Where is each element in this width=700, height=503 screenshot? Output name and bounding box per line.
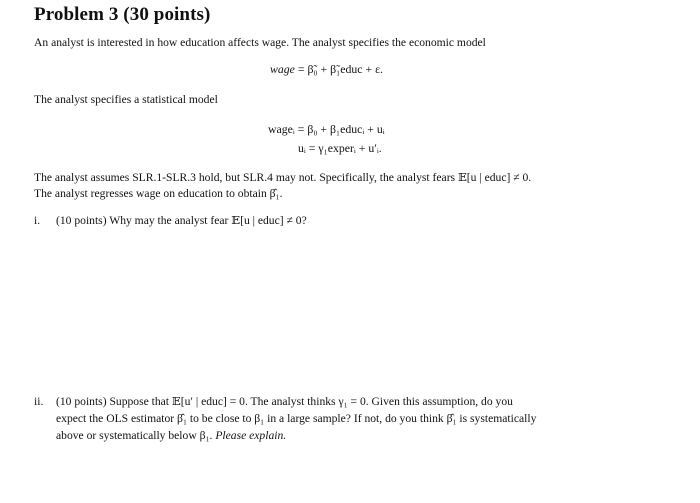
question-ii [34, 393, 536, 444]
problem-title: Problem 3 (30 points) [34, 4, 211, 25]
economic-model-rhs: = β̃₀ + β̃₁educ + ε. [297, 62, 383, 76]
economic-model-lhs: wage [270, 62, 295, 76]
assumptions-line-2: The analyst regresses wage on education to obtain β̂₁. [34, 187, 283, 200]
question-i-text: (10 points) Why may the analyst fear 𝔼[u | educ] ≠ 0? [56, 214, 307, 227]
question-ii-label: ii. [34, 395, 44, 408]
economic-model-equation [270, 62, 383, 77]
question-ii-line-3: above or systematically below β₁. [56, 429, 213, 442]
statistical-intro-text: The analyst specifies a statistical model [34, 93, 218, 106]
question-ii-line-2: expect the OLS estimator β̂₁ to be close to β₁ in a large sample? If not, do you think β̂₁ is systematically [56, 412, 537, 425]
statistical-model-line-1: wageᵢ = β₀ + β₁educᵢ + uᵢ [268, 122, 385, 136]
assumptions-line-1: The analyst assumes SLR.1-SLR.3 hold, but SLR.4 may not. Specifically, the analyst fears 𝔼[u | educ] ≠ 0. [34, 171, 532, 184]
question-ii-emphasis: Please explain. [215, 429, 287, 442]
question-i [34, 212, 307, 229]
intro-text: An analyst is interested in how education affects wage. The analyst specifies the economic model [34, 36, 486, 49]
statistical-model-line-2: uᵢ = γ₁experᵢ + u′ᵢ. [298, 141, 382, 155]
question-ii-line-1: (10 points) Suppose that 𝔼[u′ | educ] = 0. The analyst thinks γ₁ = 0. Given this assumption, do you [56, 395, 513, 408]
question-i-label: i. [34, 214, 41, 227]
